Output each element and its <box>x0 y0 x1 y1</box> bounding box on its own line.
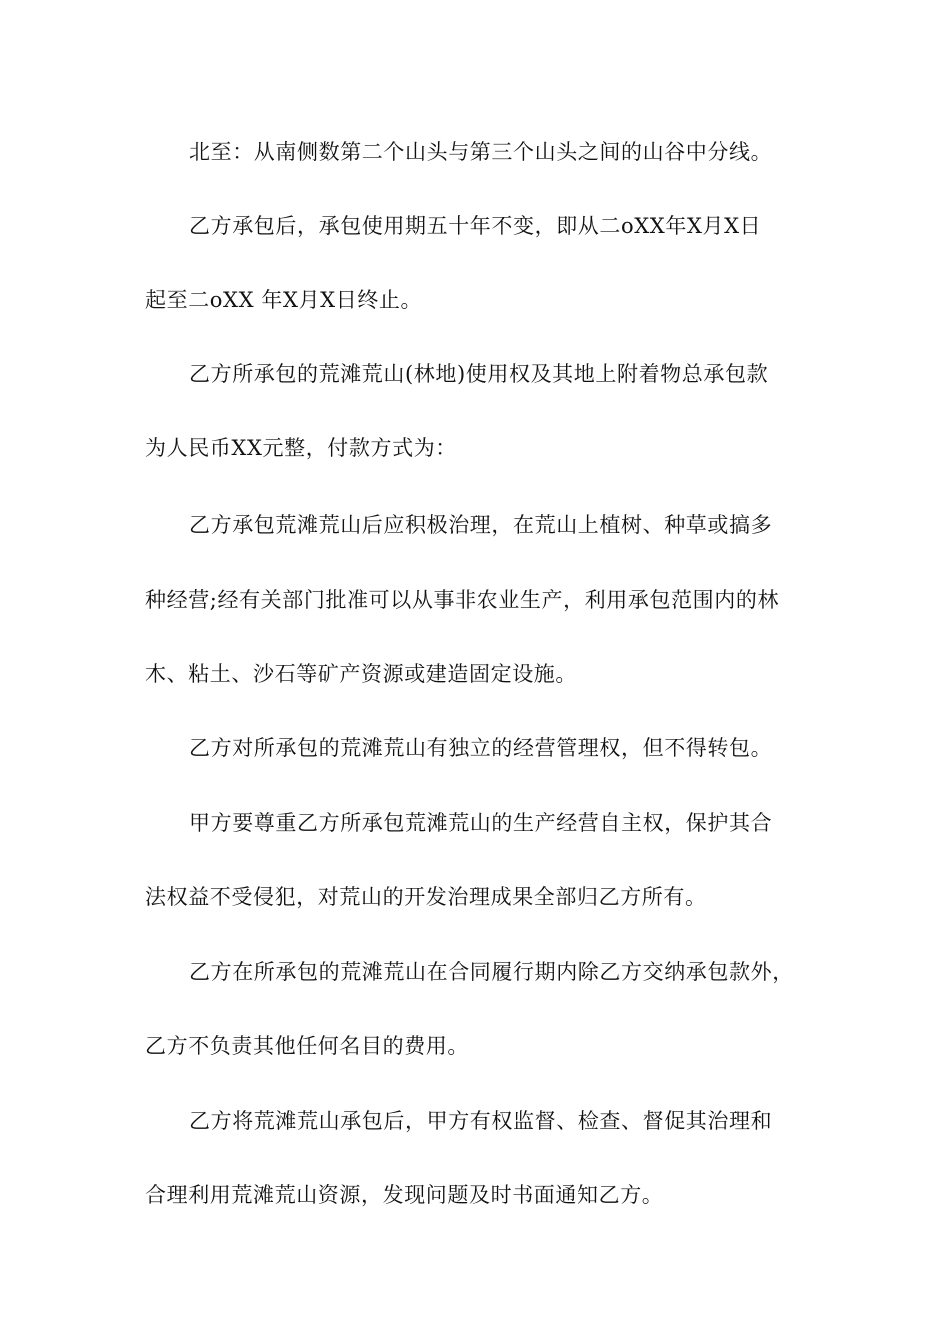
paragraph-line: 乙方在所承包的荒滩荒山在合同履行期内除乙方交纳承包款外， <box>189 960 794 984</box>
paragraph-line: 木、粘土、沙石等矿产资源或建造固定设施。 <box>145 662 577 686</box>
paragraph-line: 乙方承包后，承包使用期五十年不变，即从二oXX年X月X日 <box>189 214 762 238</box>
paragraph-line: 乙方不负责其他任何名目的费用。 <box>145 1034 469 1058</box>
paragraph-line: 为人民币XX元整，付款方式为： <box>145 436 457 460</box>
paragraph-line: 法权益不受侵犯，对荒山的开发治理成果全部归乙方所有。 <box>145 885 707 909</box>
paragraph-line: 乙方对所承包的荒滩荒山有独立的经营管理权，但不得转包。 <box>189 736 773 760</box>
paragraph-line: 起至二oXX 年X月X日终止。 <box>145 288 423 312</box>
paragraph-line: 乙方承包荒滩荒山后应积极治理，在荒山上植树、种草或搞多 <box>189 513 773 537</box>
paragraph-line: 乙方将荒滩荒山承包后，甲方有权监督、检查、督促其治理和 <box>189 1109 773 1133</box>
paragraph-line: 乙方所承包的荒滩荒山(林地)使用权及其地上附着物总承包款 <box>189 362 769 386</box>
paragraph-line: 合理利用荒滩荒山资源，发现问题及时书面通知乙方。 <box>145 1183 664 1207</box>
paragraph-line: 甲方要尊重乙方所承包荒滩荒山的生产经营自主权，保护其合 <box>189 811 773 835</box>
paragraph-line: 种经营;经有关部门批准可以从事非农业生产，利用承包范围内的林 <box>145 588 780 612</box>
paragraph-line: 北至：从南侧数第二个山头与第三个山头之间的山谷中分线。 <box>189 140 773 164</box>
